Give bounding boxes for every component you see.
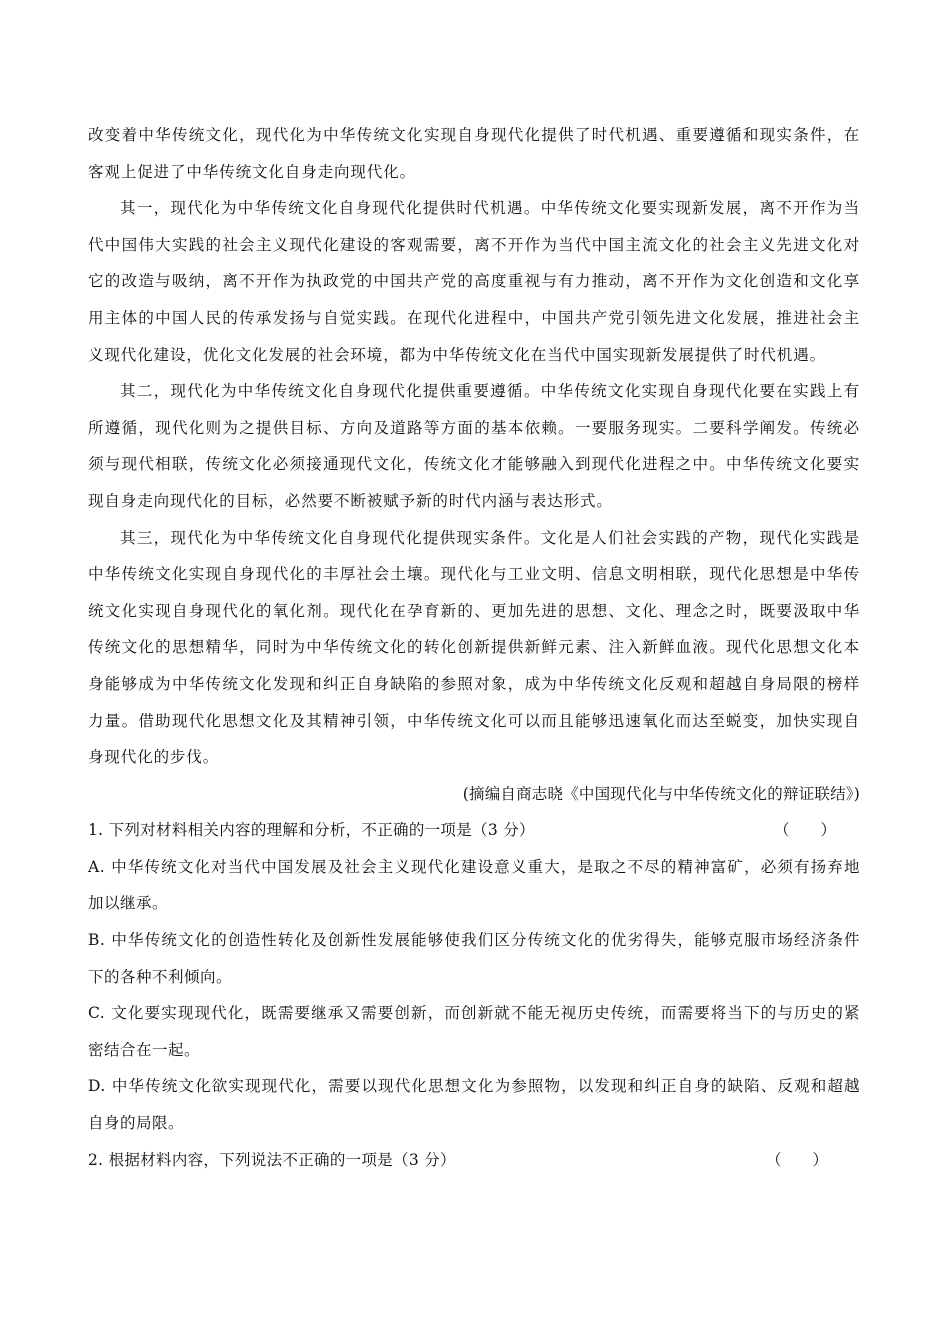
text-line: 统文化实现自身现代化的氧化剂。现代化在孕育新的、更加先进的思想、文化、理念之时，既要汲取中华 xyxy=(88,601,860,620)
question-1 xyxy=(88,812,860,1141)
option-line: 自身的局限。 xyxy=(88,1114,185,1133)
paragraph-1 xyxy=(88,190,860,373)
text-line: 它的改造与吸纳，离不开作为执政党的中国共产党的高度重视与有力推动，离不开作为文化创造和文化享 xyxy=(88,272,860,291)
text-line: 其一，现代化为中华传统文化自身现代化提供时代机遇。中华传统文化要实现新发展，离不开作为当 xyxy=(120,199,860,218)
option-line: C. 文化要实现现代化，既需要继承又需要创新，而创新就不能无视历史传统，而需要将当下的与历史的紧 xyxy=(88,1004,860,1023)
text-line: 中华传统文化实现自身现代化的丰厚社会土壤。现代化与工业文明、信息文明相联，现代化思想是中华传 xyxy=(88,565,860,584)
text-line: 力量。借助现代化思想文化及其精神引领，中华传统文化可以而且能够迅速氧化而达至蜕变，加快实现自 xyxy=(88,711,860,730)
text-line: 客观上促进了中华传统文化自身走向现代化。 xyxy=(88,162,417,181)
option-c xyxy=(88,995,860,1068)
text-line: 身现代化的步伐。 xyxy=(88,748,220,767)
answer-blank: （ ） xyxy=(765,1150,828,1169)
text-line: 义现代化建设，优化文化发展的社会环境，都为中华传统文化在当代中国实现新发展提供了时代机遇。 xyxy=(88,345,827,364)
text-line: 代中国伟大实践的社会主义现代化建设的客观需要，离不开作为当代中国主流文化的社会主义先进文化对 xyxy=(88,235,860,254)
question-stem-text: 1. 下列对材料相关内容的理解和分析，不正确的一项是（3 分） xyxy=(88,821,535,840)
question-stem xyxy=(88,1142,860,1179)
question-stem xyxy=(88,812,860,849)
text-line: 所遵循，现代化则为之提供目标、方向及道路等方面的基本依赖。一要服务现实。二要科学阐发。传统必 xyxy=(88,418,860,437)
option-line: A. 中华传统文化对当代中国发展及社会主义现代化建设意义重大，是取之不尽的精神富矿，必须有扬弃地 xyxy=(88,857,860,876)
option-line: 下的各种不利倾向。 xyxy=(88,967,233,986)
text-line: 其三，现代化为中华传统文化自身现代化提供现实条件。文化是人们社会实践的产物，现代化实践是 xyxy=(120,528,860,547)
option-line: 密结合在一起。 xyxy=(88,1040,201,1059)
text-line: 现自身走向现代化的目标，必然要不断被赋予新的时代内涵与表达形式。 xyxy=(88,491,613,510)
option-a xyxy=(88,849,860,922)
text-line: 其二，现代化为中华传统文化自身现代化提供重要遵循。中华传统文化实现自身现代化要在实践上有 xyxy=(120,382,860,401)
option-line: D. 中华传统文化欲实现现代化，需要以现代化思想文化为参照物，以发现和纠正自身的缺陷、反观和超越 xyxy=(88,1077,860,1096)
option-b xyxy=(88,922,860,995)
option-line: 加以继承。 xyxy=(88,894,169,913)
paragraph-2 xyxy=(88,373,860,519)
exam-page xyxy=(88,117,860,1178)
text-line: 身能够成为中华传统文化发现和纠正自身缺陷的参照对象，成为中华传统文化反观和超越自身局限的榜样 xyxy=(88,674,860,693)
question-stem-text: 2. 根据材料内容，下列说法不正确的一项是（3 分） xyxy=(88,1150,456,1169)
intro-paragraph xyxy=(88,117,860,190)
answer-blank: （ ） xyxy=(773,821,836,840)
text-line: 须与现代相联，传统文化必须接通现代文化，传统文化才能够融入到现代化进程之中。中华传统文化要实 xyxy=(88,455,860,474)
paragraph-3 xyxy=(88,520,860,776)
option-line: B. 中华传统文化的创造性转化及创新性发展能够使我们区分传统文化的优劣得失，能够克服市场经济条件 xyxy=(88,931,860,950)
source-citation: (摘编自商志晓《中国现代化与中华传统文化的辩证联结》) xyxy=(462,784,860,803)
text-line: 改变着中华传统文化，现代化为中华传统文化实现自身现代化提供了时代机遇、重要遵循和现实条件，在 xyxy=(88,126,860,144)
text-line: 用主体的中国人民的传承发扬与自觉实践。在现代化进程中，中国共产党引领先进文化发展，推进社会主 xyxy=(88,308,860,327)
option-d xyxy=(88,1068,860,1141)
question-2 xyxy=(88,1142,860,1179)
text-line: 传统文化的思想精华，同时为中华传统文化的转化创新提供新鲜元素、注入新鲜血液。现代化思想文化本 xyxy=(88,638,860,657)
